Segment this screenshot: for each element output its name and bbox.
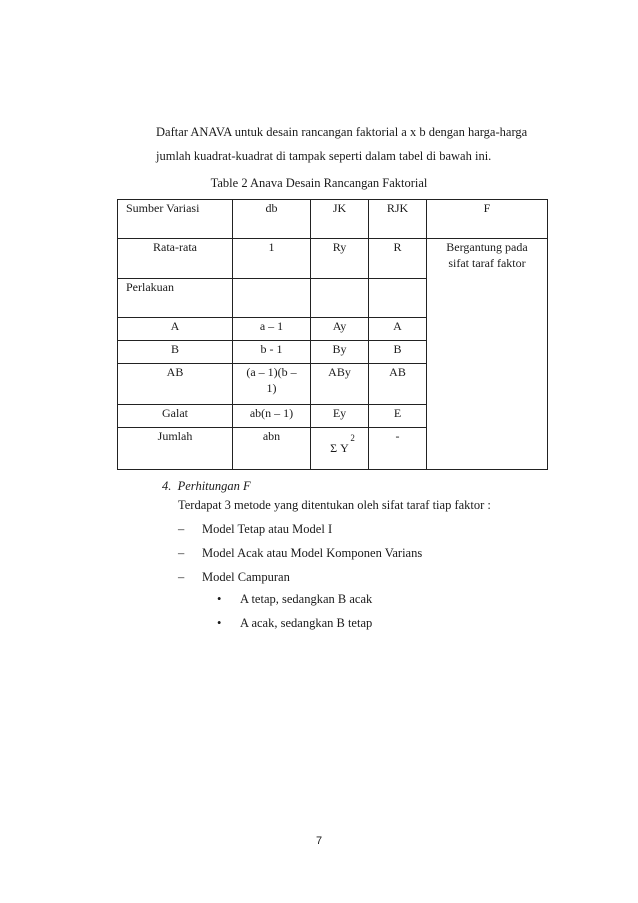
header-cell: db xyxy=(233,200,311,239)
f-note-cell xyxy=(427,239,548,470)
table-cell: - xyxy=(369,428,427,470)
header-cell: JK xyxy=(311,200,369,239)
table-cell: B xyxy=(369,341,427,364)
cell-line: 1) xyxy=(266,381,277,395)
sum-y-symbol xyxy=(330,433,355,456)
anava-table xyxy=(117,199,548,470)
section-body: Terdapat 3 metode yang ditentukan oleh sifat taraf tiap faktor : xyxy=(178,498,491,512)
list-item-text: Model Campuran xyxy=(202,570,290,584)
table-cell: 1 xyxy=(233,239,311,279)
dash-marker: – xyxy=(178,570,185,584)
section-heading xyxy=(162,479,251,494)
table-cell: E xyxy=(369,405,427,428)
table-cell: Perlakuan xyxy=(118,279,233,318)
table-cell: Ay xyxy=(311,318,369,341)
table-cell: AB xyxy=(369,364,427,405)
intro-line-2: jumlah kuadrat-kuadrat di tampak seperti dalam tabel di bawah ini. xyxy=(156,149,492,163)
sub-list-item-text: A tetap, sedangkan B acak xyxy=(240,592,373,606)
table-cell: R xyxy=(369,239,427,279)
dash-marker: – xyxy=(178,522,185,536)
table-row xyxy=(118,239,548,279)
table-caption: Table 2 Anava Desain Rancangan Faktorial xyxy=(210,176,428,190)
table-cell: AB xyxy=(118,364,233,405)
list-item-text: Model Acak atau Model Komponen Varians xyxy=(202,546,423,560)
table-cell: A xyxy=(118,318,233,341)
sub-list-item xyxy=(217,616,372,631)
sub-list-item xyxy=(217,592,372,607)
table-header-row xyxy=(118,200,548,239)
table-cell: a – 1 xyxy=(233,318,311,341)
table-cell: Rata-rata xyxy=(118,239,233,279)
table-cell xyxy=(233,279,311,318)
table-cell: ab(n – 1) xyxy=(233,405,311,428)
table-cell: abn xyxy=(233,428,311,470)
list-item-text: Model Tetap atau Model I xyxy=(202,522,333,536)
intro-line-1: Daftar ANAVA untuk desain rancangan faktorial a x b dengan harga-harga xyxy=(156,125,528,139)
section-number: 4. xyxy=(162,479,172,493)
header-cell: RJK xyxy=(369,200,427,239)
bullet-marker: • xyxy=(217,592,222,606)
table-cell: B xyxy=(118,341,233,364)
sum-y-text: Σ Y xyxy=(330,441,349,455)
dash-marker: – xyxy=(178,546,185,560)
page-number: 7 xyxy=(315,835,323,847)
table-cell xyxy=(233,364,311,405)
list-item xyxy=(178,570,290,585)
list-item xyxy=(178,522,332,537)
table-cell xyxy=(369,279,427,318)
table-cell: A xyxy=(369,318,427,341)
header-cell: F xyxy=(427,200,548,239)
table-cell: Jumlah xyxy=(118,428,233,470)
table-cell: By xyxy=(311,341,369,364)
bullet-marker: • xyxy=(217,616,222,630)
sum-y-exponent: 2 xyxy=(350,433,355,443)
cell-line: (a – 1)(b – xyxy=(246,365,297,379)
section-title: Perhitungan F xyxy=(177,479,251,493)
table-cell xyxy=(311,428,369,470)
header-cell: Sumber Variasi xyxy=(118,200,233,239)
table-cell: b - 1 xyxy=(233,341,311,364)
table-cell: Ry xyxy=(311,239,369,279)
f-note-line: Bergantung pada xyxy=(446,240,528,254)
list-item xyxy=(178,546,422,561)
table-cell: Ey xyxy=(311,405,369,428)
intro-paragraph xyxy=(156,120,556,168)
table-cell: Galat xyxy=(118,405,233,428)
sub-list-item-text: A acak, sedangkan B tetap xyxy=(240,616,373,630)
table-cell: ABy xyxy=(311,364,369,405)
table-cell xyxy=(311,279,369,318)
f-note-line: sifat taraf faktor xyxy=(448,256,526,270)
